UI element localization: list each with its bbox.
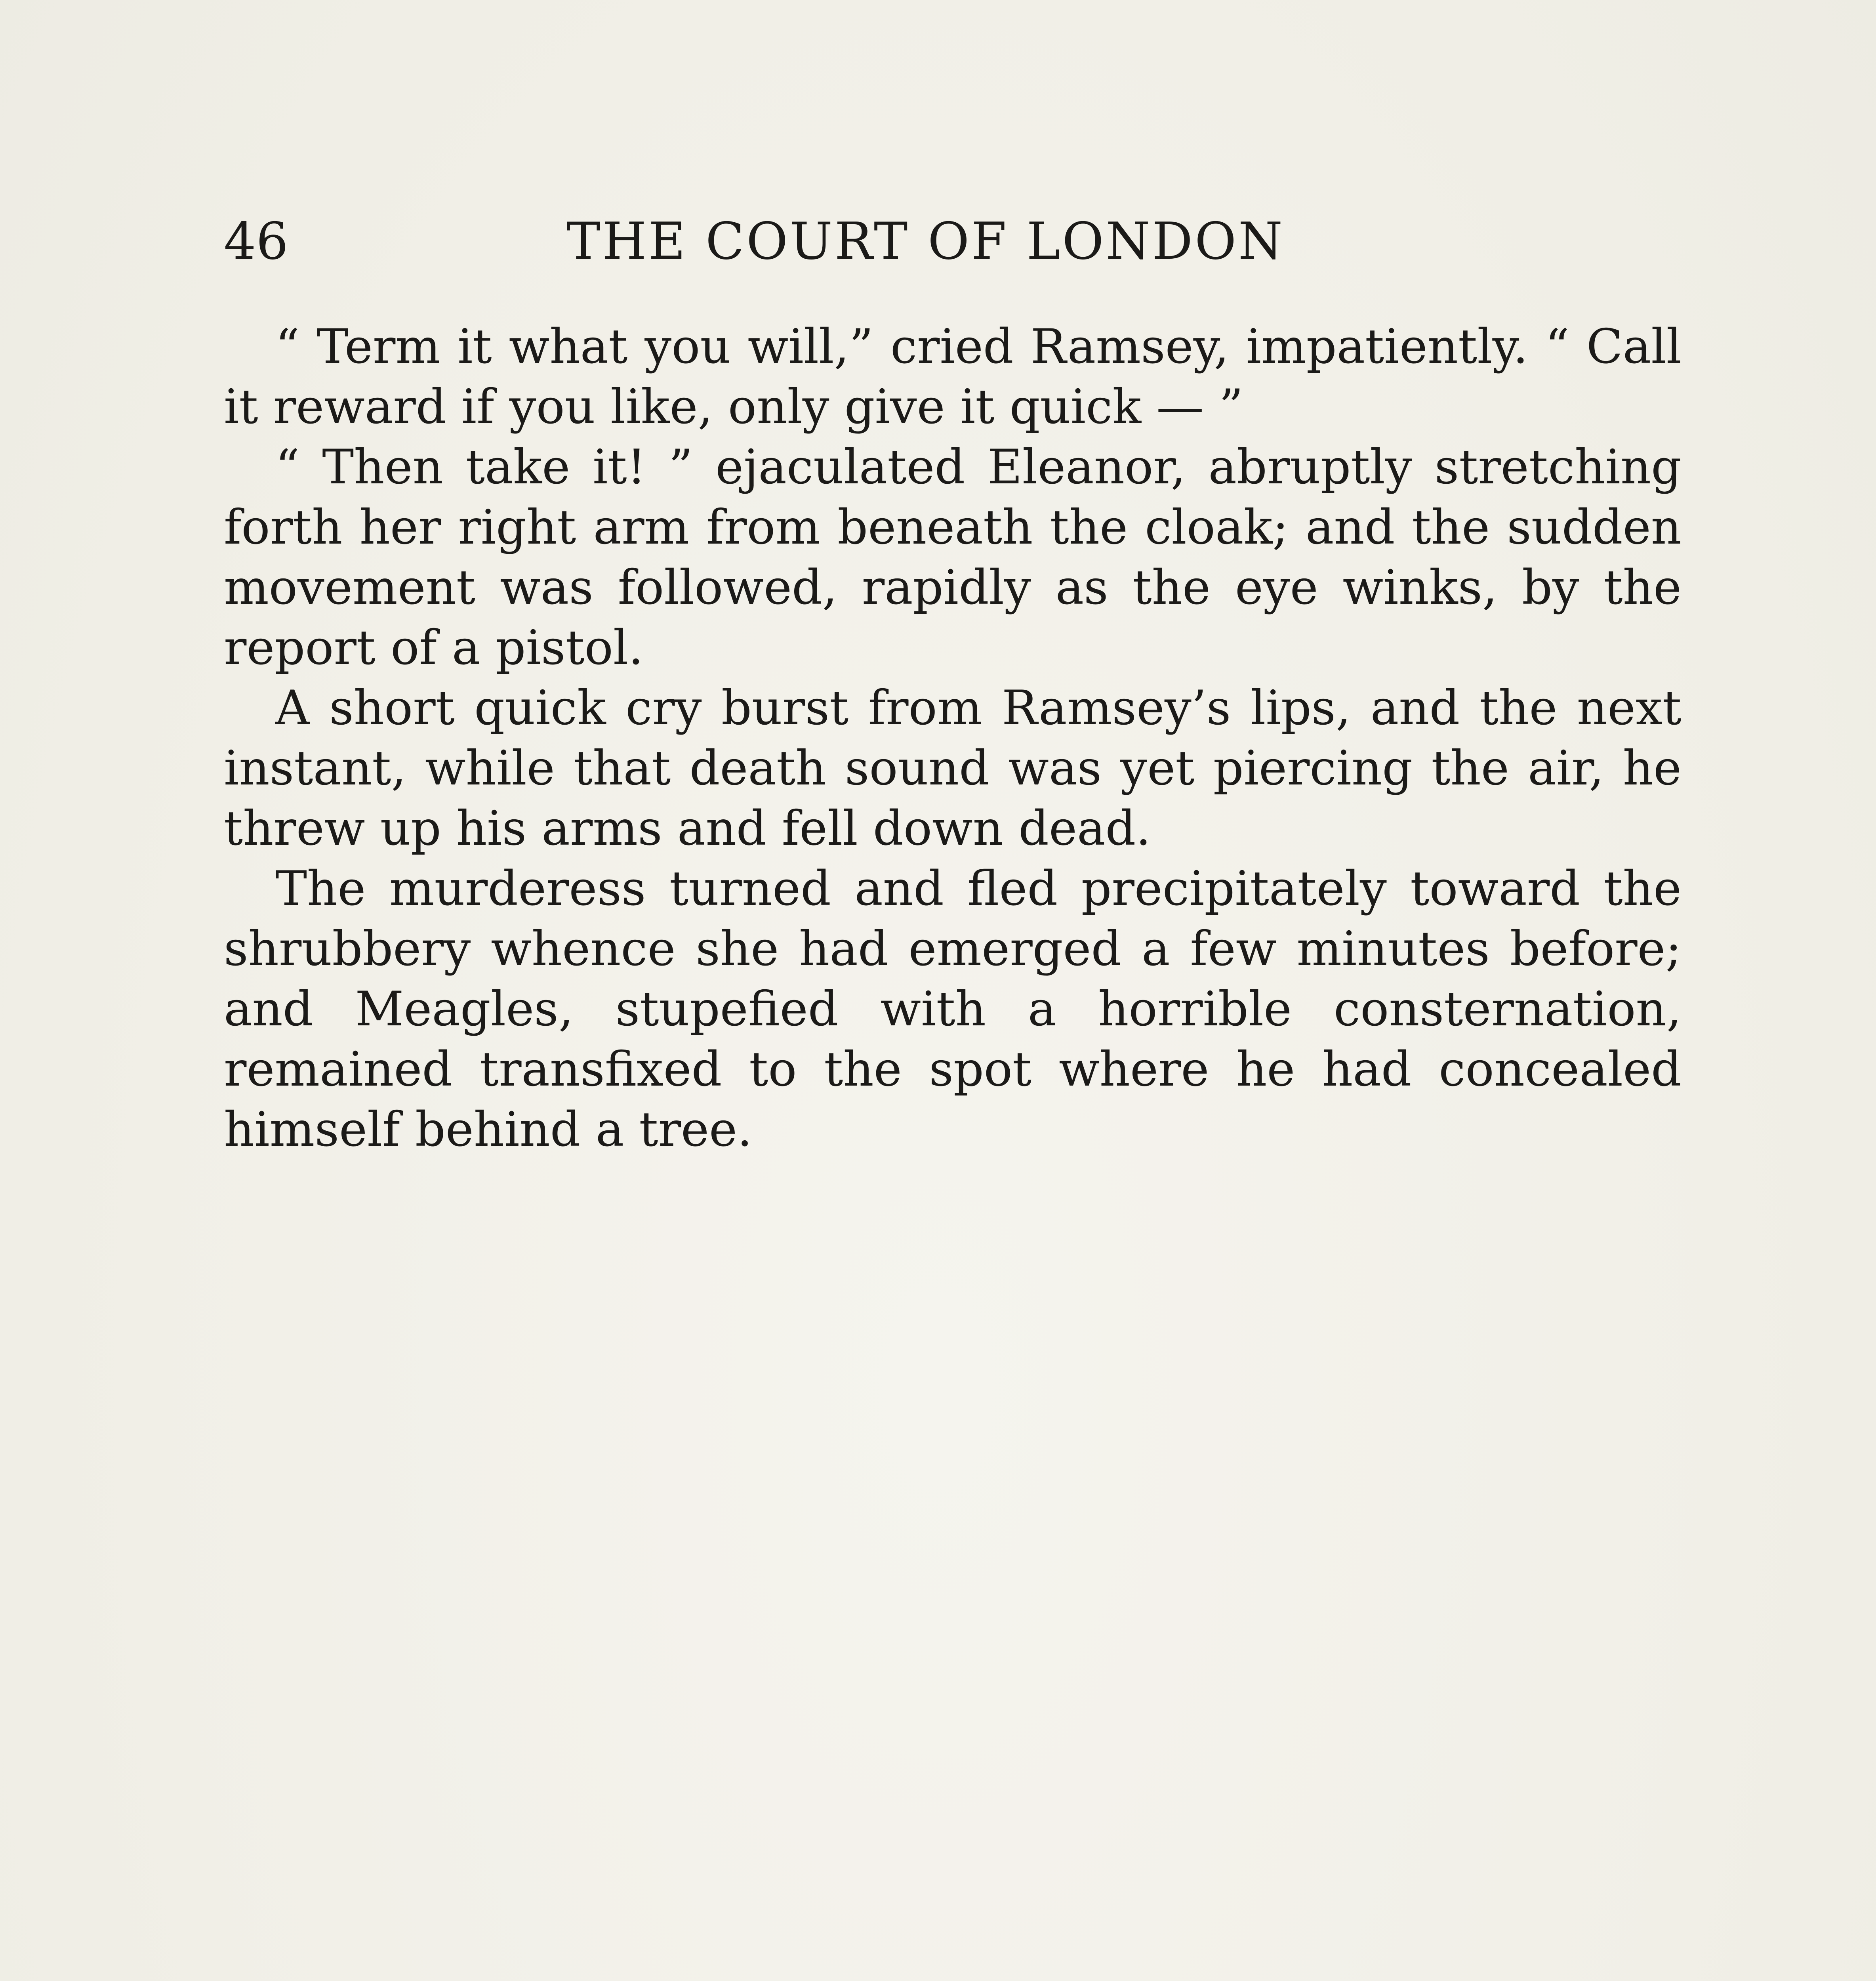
paragraph: “ Term it what you will,” cried Ramsey, impatiently. “ Call it reward if you like, only give it quick — ” [224, 319, 1682, 435]
page-number: 46 [224, 212, 288, 271]
paragraph: “ Then take it! ” ejaculated Eleanor, abruptly stretching forth her right arm from beneath the cloak; and the sudden movement was followed, rapidly as the eye winks, by the report of a pistol. [224, 440, 1682, 676]
running-title: THE COURT OF LONDON [566, 212, 1285, 271]
paragraph: The murderess turned and fled precipitately toward the shrubbery whence she had emerged a few minutes before; and Meagles, stupefied with a horrible consternation, remained transfixed to the spot where he had concealed himself behind a tree. [224, 861, 1682, 1157]
body-text [224, 317, 1682, 1160]
paragraph: A short quick cry burst from Ramsey’s lips, and the next instant, while that death sound was yet piercing the air, he threw up his arms and fell down dead. [224, 681, 1682, 856]
running-header [224, 206, 1682, 277]
